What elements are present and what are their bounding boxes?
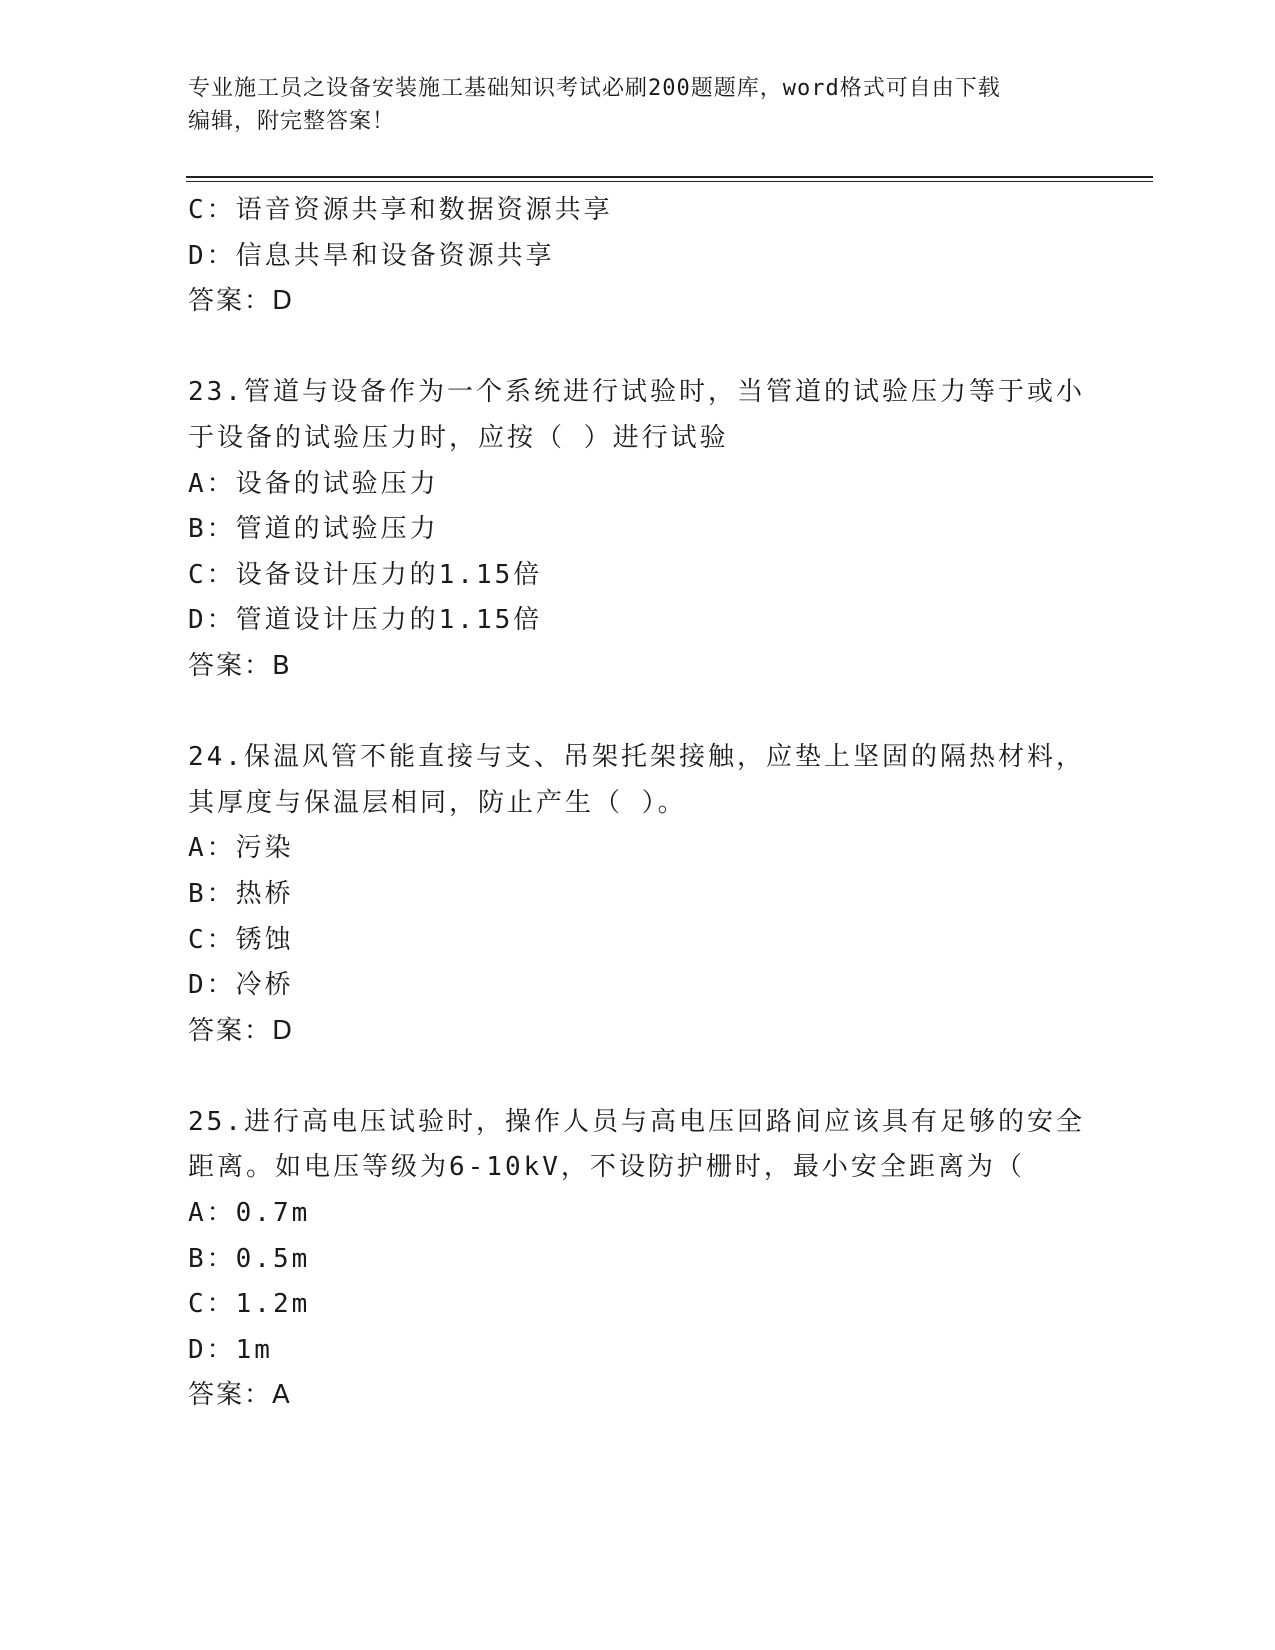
answer-line: 答案：A <box>188 1380 292 1411</box>
header-title-line-2: 编辑，附完整答案！ <box>188 109 396 134</box>
answer-line: 答案：B <box>188 650 292 681</box>
spacer <box>188 325 1088 371</box>
option-c: C：设备设计压力的1.15倍 <box>188 559 543 590</box>
option-a: A：0.7m <box>188 1198 311 1229</box>
option-d: D：1m <box>188 1334 273 1365</box>
header-title-line-1: 专业施工员之设备安装施工基础知识考试必刷200题题库，word格式可自由下载 <box>188 76 1001 101</box>
option-b: B：0.5m <box>188 1243 311 1274</box>
answer-line: 答案：D <box>188 1015 295 1046</box>
question-text: 25.进行高电压试验时，操作人员与高电压回路间应该具有足够的安全 <box>188 1106 1085 1137</box>
spacer <box>188 1054 1088 1100</box>
spacer <box>188 690 1088 736</box>
option-b: B：热桥 <box>188 878 294 909</box>
option-d: D：管道设计压力的1.15倍 <box>188 605 543 636</box>
question-block-24 <box>188 735 1088 1054</box>
header-divider <box>186 176 1153 182</box>
option-b: B：管道的试验压力 <box>188 514 439 545</box>
document-body <box>188 188 1088 1419</box>
answer-line: 答案：D <box>188 286 295 317</box>
option-a: A：污染 <box>188 833 294 864</box>
question-block-22 <box>188 188 1088 325</box>
question-text: 23.管道与设备作为一个系统进行试验时，当管道的试验压力等于或小 <box>188 377 1085 408</box>
page-header <box>188 72 1088 138</box>
option-c: C：语音资源共享和数据资源共享 <box>188 195 613 225</box>
option-a: A：设备的试验压力 <box>188 468 439 499</box>
question-text: 距离。如电压等级为6-10kV，不设防护栅时，最小安全距离为（ <box>188 1152 1025 1183</box>
option-c: C：锈蚀 <box>188 924 294 955</box>
question-text: 24.保温风管不能直接与支、吊架托架接触，应垫上坚固的隔热材料， <box>188 742 1085 773</box>
option-d: D：信息共旱和设备资源共享 <box>188 240 555 271</box>
question-text: 于设备的试验压力时，应按（ ）进行试验 <box>188 422 729 453</box>
option-c: C：1.2m <box>188 1289 311 1320</box>
option-d: D：冷桥 <box>188 970 294 1001</box>
question-block-23 <box>188 370 1088 689</box>
question-text: 其厚度与保温层相同，防止产生（ ）。 <box>188 787 687 818</box>
question-block-25 <box>188 1100 1088 1419</box>
